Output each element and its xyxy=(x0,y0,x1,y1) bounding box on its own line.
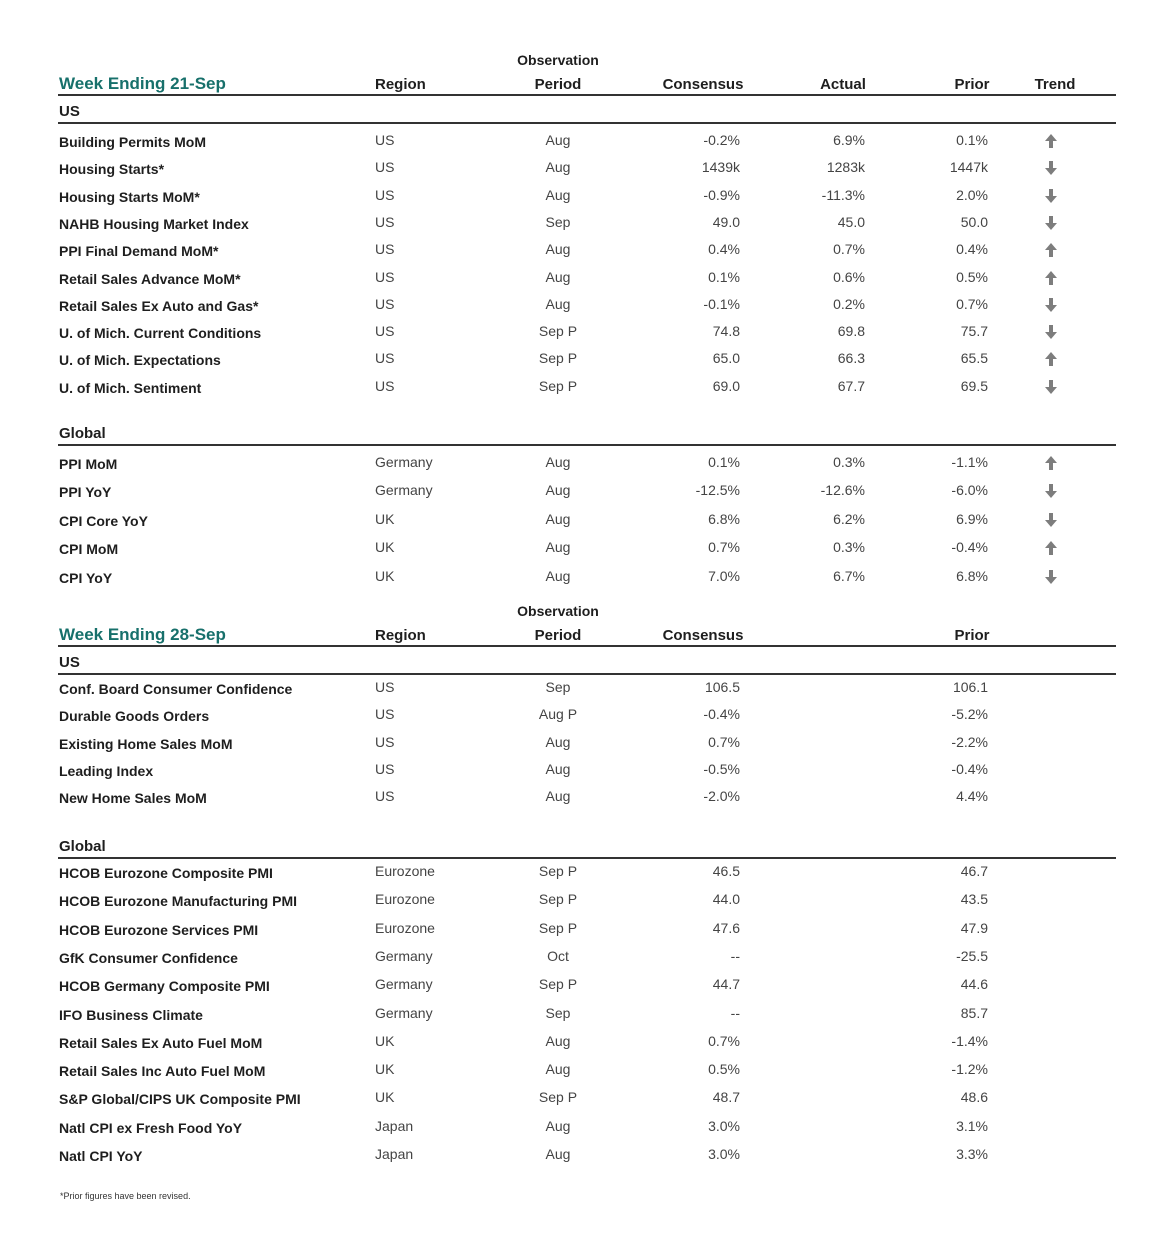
arrow-up-icon xyxy=(1043,540,1059,556)
actual-cell: 67.7 xyxy=(837,377,865,394)
consensus-cell: -- xyxy=(730,947,740,964)
region-cell: UK xyxy=(375,567,395,584)
indicator-name: IFO Business Climate xyxy=(59,1006,203,1023)
prior-cell: 6.8% xyxy=(956,567,988,584)
table-row xyxy=(58,948,1116,974)
prior-cell: 2.0% xyxy=(956,186,988,203)
arrow-down-icon xyxy=(1043,215,1059,231)
consensus-cell: 46.5 xyxy=(712,863,740,879)
consensus-cell: -0.1% xyxy=(703,295,740,312)
indicator-name: HCOB Eurozone Composite PMI xyxy=(59,865,273,881)
table-row xyxy=(58,1089,1116,1115)
prior-cell: 6.9% xyxy=(956,510,988,527)
consensus-cell: 44.7 xyxy=(712,976,740,993)
indicator-name: NAHB Housing Market Index xyxy=(59,215,249,232)
prior-cell: -25.5 xyxy=(956,947,988,964)
indicator-name: Retail Sales Ex Auto and Gas* xyxy=(59,297,259,314)
table-row xyxy=(58,269,1116,295)
period-cell: Aug xyxy=(545,186,571,203)
indicator-name: Existing Home Sales MoM xyxy=(59,735,233,752)
period-cell: Aug xyxy=(545,510,571,527)
table-row xyxy=(58,187,1116,213)
indicator-name: Housing Starts MoM* xyxy=(59,188,200,205)
period-cell: Sep P xyxy=(538,377,578,394)
period-header: Period xyxy=(534,76,582,93)
consensus-cell: 7.0% xyxy=(708,567,740,584)
table-row xyxy=(58,159,1116,185)
table-row xyxy=(58,323,1116,349)
arrow-down-icon xyxy=(1043,483,1059,499)
actual-cell: 0.3% xyxy=(833,539,865,556)
consensus-cell: -- xyxy=(730,1004,740,1021)
table-row xyxy=(58,482,1116,508)
table-row xyxy=(58,350,1116,376)
region-cell: Germany xyxy=(375,482,433,499)
period-cell: Sep P xyxy=(538,976,578,993)
indicator-name: Durable Goods Orders xyxy=(59,708,210,725)
period-cell: Aug xyxy=(545,1146,571,1162)
prior-cell: -1.4% xyxy=(951,1032,988,1049)
group-label-global: Global xyxy=(59,425,106,442)
region-cell: US xyxy=(375,679,395,695)
consensus-cell: 0.1% xyxy=(708,268,740,285)
table-row xyxy=(58,539,1116,565)
region-cell: Japan xyxy=(375,1146,414,1162)
table-row xyxy=(58,1033,1116,1059)
region-cell: Japan xyxy=(375,1117,414,1134)
observation-header: Observation xyxy=(517,52,599,68)
header-divider xyxy=(58,94,1116,96)
region-cell: UK xyxy=(375,1032,395,1049)
prior-header: Prior xyxy=(954,627,990,644)
actual-cell: 1283k xyxy=(826,159,865,176)
region-cell: US xyxy=(375,323,395,340)
region-cell: UK xyxy=(375,539,395,556)
arrow-down-icon xyxy=(1043,188,1059,204)
table-row xyxy=(58,734,1116,760)
region-cell: US xyxy=(375,132,395,148)
indicator-name: Retail Sales Advance MoM* xyxy=(59,270,241,287)
prior-cell: 46.7 xyxy=(960,863,988,879)
indicator-name: PPI YoY xyxy=(59,484,112,501)
indicator-name: U. of Mich. Sentiment xyxy=(59,379,202,396)
prior-cell: 3.3% xyxy=(956,1146,988,1162)
table-row xyxy=(58,976,1116,1002)
actual-cell: 0.2% xyxy=(833,295,865,312)
indicator-name: S&P Global/CIPS UK Composite PMI xyxy=(59,1091,301,1108)
table-row xyxy=(58,1146,1116,1172)
consensus-cell: -2.0% xyxy=(703,788,740,805)
region-header: Region xyxy=(375,627,426,644)
period-cell: Aug xyxy=(545,295,571,312)
region-cell: US xyxy=(375,295,395,312)
prior-cell: -5.2% xyxy=(951,706,988,723)
table-row xyxy=(58,378,1116,404)
consensus-cell: 1439k xyxy=(701,159,740,176)
period-cell: Aug xyxy=(545,788,571,805)
consensus-cell: -0.9% xyxy=(703,186,740,203)
period-cell: Sep P xyxy=(538,863,578,879)
consensus-cell: 3.0% xyxy=(708,1117,740,1134)
actual-cell: 0.3% xyxy=(833,454,865,470)
period-cell: Sep P xyxy=(538,323,578,340)
actual-cell: 6.7% xyxy=(833,567,865,584)
period-cell: Aug xyxy=(545,1032,571,1049)
prior-cell: -1.2% xyxy=(951,1061,988,1078)
header-row xyxy=(58,52,1116,92)
region-cell: US xyxy=(375,377,395,394)
table-row xyxy=(58,706,1116,732)
table-row xyxy=(58,1005,1116,1031)
region-cell: US xyxy=(375,159,395,176)
table-row xyxy=(58,788,1116,814)
consensus-header: Consensus xyxy=(662,627,744,644)
consensus-cell: 0.1% xyxy=(708,454,740,470)
indicator-name: U. of Mich. Expectations xyxy=(59,352,221,369)
prior-cell: 0.1% xyxy=(956,132,988,148)
indicator-name: Natl CPI YoY xyxy=(59,1148,143,1164)
period-cell: Aug xyxy=(545,454,571,470)
period-cell: Aug xyxy=(545,539,571,556)
period-cell: Sep P xyxy=(538,891,578,908)
period-cell: Sep xyxy=(545,679,571,695)
period-cell: Sep xyxy=(545,213,571,230)
consensus-cell: 0.4% xyxy=(708,241,740,258)
header-row xyxy=(58,603,1116,643)
region-cell: US xyxy=(375,788,395,805)
prior-cell: -6.0% xyxy=(951,482,988,499)
prior-cell: 4.4% xyxy=(956,788,988,805)
region-cell: US xyxy=(375,350,395,367)
region-cell: US xyxy=(375,268,395,285)
prior-cell: -0.4% xyxy=(951,760,988,777)
consensus-cell: 48.7 xyxy=(712,1089,740,1106)
period-cell: Oct xyxy=(547,947,569,964)
period-cell: Aug xyxy=(545,159,571,176)
period-cell: Aug xyxy=(545,132,571,148)
consensus-cell: -0.5% xyxy=(703,760,740,777)
period-cell: Aug xyxy=(545,1061,571,1078)
period-cell: Aug xyxy=(545,241,571,258)
consensus-cell: 49.0 xyxy=(712,213,740,230)
prior-cell: -0.4% xyxy=(951,539,988,556)
actual-cell: 45.0 xyxy=(837,213,865,230)
indicator-name: Housing Starts* xyxy=(59,161,165,178)
consensus-cell: 3.0% xyxy=(708,1146,740,1162)
actual-cell: 0.7% xyxy=(833,241,865,258)
indicator-name: Conf. Board Consumer Confidence xyxy=(59,681,293,697)
prior-cell: 43.5 xyxy=(960,891,988,908)
indicator-name: U. of Mich. Current Conditions xyxy=(59,325,262,342)
arrow-up-icon xyxy=(1043,351,1059,367)
region-cell: Eurozone xyxy=(375,891,435,908)
indicator-name: New Home Sales MoM xyxy=(59,790,207,807)
indicator-name: PPI Final Demand MoM* xyxy=(59,243,219,260)
period-cell: Sep xyxy=(545,1004,571,1021)
arrow-down-icon xyxy=(1043,160,1059,176)
region-cell: Eurozone xyxy=(375,863,435,879)
prior-cell: 1447k xyxy=(949,159,988,176)
indicator-name: Retail Sales Inc Auto Fuel MoM xyxy=(59,1063,266,1080)
period-cell: Aug xyxy=(545,268,571,285)
region-cell: US xyxy=(375,241,395,258)
observation-header: Observation xyxy=(517,603,599,619)
table-row xyxy=(58,891,1116,917)
indicator-name: Natl CPI ex Fresh Food YoY xyxy=(59,1119,243,1136)
prior-cell: 106.1 xyxy=(952,679,988,695)
group-label-us: US xyxy=(59,103,80,120)
arrow-up-icon xyxy=(1043,455,1059,471)
table-row xyxy=(58,454,1116,480)
period-cell: Sep P xyxy=(538,350,578,367)
consensus-cell: 74.8 xyxy=(712,323,740,340)
region-cell: Germany xyxy=(375,1004,433,1021)
actual-cell: 0.6% xyxy=(833,268,865,285)
table-row xyxy=(58,863,1116,889)
table-row xyxy=(58,511,1116,537)
table-row xyxy=(58,679,1116,705)
table-row xyxy=(58,1118,1116,1144)
indicator-name: Retail Sales Ex Auto Fuel MoM xyxy=(59,1034,263,1051)
trend-header: Trend xyxy=(1034,76,1076,93)
consensus-cell: -0.4% xyxy=(703,706,740,723)
period-cell: Aug xyxy=(545,760,571,777)
indicator-name: Building Permits MoM xyxy=(59,134,206,150)
prior-cell: 47.9 xyxy=(960,919,988,936)
indicator-name: Leading Index xyxy=(59,762,154,779)
region-cell: Eurozone xyxy=(375,919,435,936)
consensus-cell: 65.0 xyxy=(712,350,740,367)
actual-header: Actual xyxy=(820,76,866,93)
actual-cell: -11.3% xyxy=(821,186,865,203)
indicator-name: HCOB Eurozone Manufacturing PMI xyxy=(59,893,297,910)
prior-cell: 65.5 xyxy=(960,350,988,367)
prior-cell: 0.4% xyxy=(956,241,988,258)
arrow-down-icon xyxy=(1043,512,1059,528)
region-header: Region xyxy=(375,76,426,93)
prior-cell: 44.6 xyxy=(960,976,988,993)
prior-cell: 48.6 xyxy=(960,1089,988,1106)
period-cell: Sep P xyxy=(538,919,578,936)
table-row xyxy=(58,296,1116,322)
indicator-name: CPI Core YoY xyxy=(59,512,148,529)
region-cell: Germany xyxy=(375,454,433,470)
prior-cell: 0.7% xyxy=(956,295,988,312)
arrow-up-icon xyxy=(1043,270,1059,286)
period-cell: Aug P xyxy=(538,706,578,723)
period-cell: Sep P xyxy=(538,1089,578,1106)
table-row xyxy=(58,1061,1116,1087)
consensus-header: Consensus xyxy=(662,76,744,93)
indicator-name: CPI YoY xyxy=(59,569,113,586)
region-cell: US xyxy=(375,760,395,777)
group-divider xyxy=(58,444,1116,446)
table-row xyxy=(58,241,1116,267)
region-cell: Germany xyxy=(375,976,433,993)
period-header: Period xyxy=(534,627,582,644)
arrow-down-icon xyxy=(1043,379,1059,395)
prior-cell: 50.0 xyxy=(960,213,988,230)
prior-cell: 85.7 xyxy=(960,1004,988,1021)
consensus-cell: 106.5 xyxy=(704,679,740,695)
period-cell: Aug xyxy=(545,482,571,499)
prior-cell: -1.1% xyxy=(951,454,988,470)
prior-cell: 75.7 xyxy=(960,323,988,340)
table-row xyxy=(58,920,1116,946)
header-divider xyxy=(58,645,1116,647)
week-title: Week Ending 21-Sep xyxy=(59,74,226,93)
actual-cell: 6.9% xyxy=(833,132,865,148)
consensus-cell: 6.8% xyxy=(708,510,740,527)
actual-cell: -12.6% xyxy=(820,482,865,499)
prior-cell: 0.5% xyxy=(956,268,988,285)
arrow-down-icon xyxy=(1043,297,1059,313)
arrow-up-icon xyxy=(1043,133,1059,149)
consensus-cell: 0.7% xyxy=(708,733,740,750)
indicator-name: CPI MoM xyxy=(59,541,119,558)
actual-cell: 69.8 xyxy=(837,323,865,340)
group-divider xyxy=(58,673,1116,675)
prior-cell: -2.2% xyxy=(951,733,988,750)
table-row xyxy=(58,214,1116,240)
group-divider xyxy=(58,122,1116,124)
region-cell: US xyxy=(375,733,395,750)
region-cell: US xyxy=(375,186,395,203)
group-label-global: Global xyxy=(59,838,106,855)
indicator-name: PPI MoM xyxy=(59,456,118,472)
consensus-cell: 0.5% xyxy=(708,1061,740,1078)
arrow-down-icon xyxy=(1043,324,1059,340)
prior-cell: 3.1% xyxy=(956,1117,988,1134)
group-divider xyxy=(58,857,1116,859)
region-cell: Germany xyxy=(375,947,433,964)
consensus-cell: -0.2% xyxy=(703,132,740,148)
indicator-name: HCOB Germany Composite PMI xyxy=(59,978,270,995)
arrow-down-icon xyxy=(1043,569,1059,585)
region-cell: US xyxy=(375,213,395,230)
arrow-up-icon xyxy=(1043,242,1059,258)
indicator-name: GfK Consumer Confidence xyxy=(59,949,238,966)
group-label-us: US xyxy=(59,654,80,671)
consensus-cell: 69.0 xyxy=(712,377,740,394)
actual-cell: 6.2% xyxy=(833,510,865,527)
indicator-name: HCOB Eurozone Services PMI xyxy=(59,921,259,938)
region-cell: UK xyxy=(375,510,395,527)
consensus-cell: 0.7% xyxy=(708,1032,740,1049)
table-row xyxy=(58,568,1116,594)
region-cell: US xyxy=(375,706,395,723)
consensus-cell: 44.0 xyxy=(712,891,740,908)
week-title: Week Ending 28-Sep xyxy=(59,625,226,644)
consensus-cell: 0.7% xyxy=(708,539,740,556)
consensus-cell: 47.6 xyxy=(712,919,740,936)
footnote: *Prior figures have been revised. xyxy=(60,1191,191,1201)
region-cell: UK xyxy=(375,1089,395,1106)
period-cell: Aug xyxy=(545,567,571,584)
period-cell: Aug xyxy=(545,733,571,750)
table-row xyxy=(58,761,1116,787)
region-cell: UK xyxy=(375,1061,395,1078)
prior-header: Prior xyxy=(954,76,990,93)
table-row xyxy=(58,132,1116,158)
prior-cell: 69.5 xyxy=(960,377,988,394)
consensus-cell: -12.5% xyxy=(695,482,740,499)
period-cell: Aug xyxy=(545,1117,571,1134)
actual-cell: 66.3 xyxy=(837,350,865,367)
